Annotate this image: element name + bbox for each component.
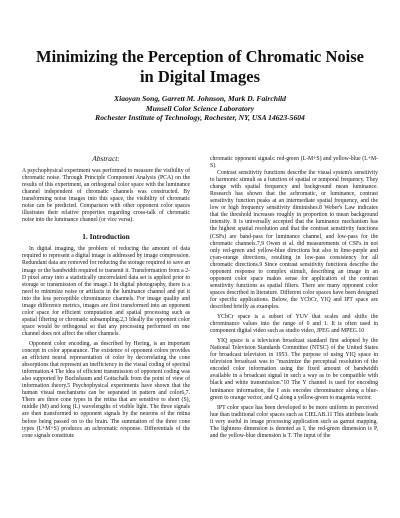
- right-paragraph-4: IPT color space has been developed to be more uniform in perceived hue than traditional color spaces such as CIELAB.11 This attribute leads it very useful in image processing application such as gamut mapping. The lightness dimension is denoted as I, the red-green dimension is P, and the yellow-blue dimension is T. The input of the: [210, 404, 378, 439]
- abstract-text: A psychophysical experiment was performed to measure the visibility of chromatic noise. Through Principle Component Analysis (PCA) on the results of this experiment, an orthogonal color space with the luminance channel independent of chromatic channels was constructed. By transforming noise images into this space, the visibility of chromatic noise can be predicted. Comparison with other opponent color spaces illustrates their relative properties regarding cross-talk of chromatic noise into the luminance channel (or vice versa).: [22, 168, 190, 224]
- intro-paragraph-2: Opponent color encoding, as described by Hering, is an important concept in color appearance. The existence of opponent colors provides an efficient neural representation of color by decorrelating the cone absorptions that represent an inefficiency in the visual coding of spectral information.4 The idea of efficient transmission of opponent coding was also supported by Buchsbaum and Gottschalk from the point of view of information theory.5 Psychophysical experiments have shown that the human visual mechanisms can be separated in pattern and color6,7. There are three cone types in the retina that are sensitive to short (S), middle (M) and long (L) wavelengths of visible light. The three signals are then transformed to opponent signals by the neurons of the retina before being passed on to the brain. The summation of the three cone types (L+M+S) produces an achromatic response. Differentials of the cone signals constitute: [22, 340, 190, 439]
- lab-name: Munsell Color Science Laboratory: [145, 103, 255, 113]
- intro-paragraph-1: In digital imaging, the problem of reducing the amount of data required to represent a digital image is addressed by image compression. Redundant data are removed for reducing the storage required to save an image or the bandwidth required to transmit it. Transformation from a 2-D pixel array into a statistically uncorrelated data set is applied prior to storage or transmission of the image.1 In digital photography, there is a need to minimize noise or artifacts in the luminance channel and put it into the less perceptible chrominance channels. For image quality and image difference metrics, images are first transformed into an opponent color space for efficient computation and spatial processing such as spatial filtering or chromatic subsampling.2,3 Ideally the opponent color space would be orthogonal so that any processing performed on one channel does not affect the other channels.: [22, 246, 190, 337]
- left-column: [22, 154, 190, 440]
- right-paragraph-2: YCbCr space is a subset of YUV that scales and shifts the chrominance values into the range of 0 and 1. It is often used in component digital video such as studio video, JPEG and MPEG.10: [210, 314, 378, 335]
- authors: Xiaoyan Song, Garrett M. Johnson, Mark D. Fairchild: [114, 94, 286, 103]
- right-paragraph-3: YIQ space is a television broadcast standard first adopted by the National Television Standards Committee (NTSC) of the United States for broadcast television in 1953. The purpose of using YIQ space in television broadcast was to "maximize the perceptual resolution of the encoded color information using the fixed amount of bandwidth available in a broadcast signal in such a way as to be compatible with black and white transmission."10 The Y channel is used for encoding luminance information, the I axis encodes chrominance along a blue-green to orange vector, and Q along a yellow-green to magenta vector.: [210, 338, 378, 401]
- right-column: [210, 156, 378, 440]
- institution: Rochester Institute of Technology, Rochester, NY, USA 14623-5604: [95, 113, 305, 123]
- right-paragraph-1: Contrast sensitivity functions describe the visual system's sensitivity to harmonic stimuli as a function of spatial or temporal frequency. They change with spatial frequency and background mean luminance. Research has shown that the achromatic, or luminance, contrast sensitivity function peaks at an intermediate spatial frequency, and the low or high frequency sensitivity diminishes.8 Weber's Law indicates that the threshold increases roughly in proportion to mean background intensity. It is universally accepted that the luminance mechanism has the highest spatial resolution and that the contrast sensitivity functions (CSFs) are band-pass for luminance channel, and low-pass for the chromatic channels.7,9 Owen et al. did measurements of CSFs in not only red-green and yellow-blue directions but also in lime-purple and cyan-orange directions, resulting in low-pass consistency for all chromatic directions.9 Since contrast sensitivity functions describe the opponent response to complex stimuli, describing an image in an opponent color space makes sense for application of the contrast sensitivity functions as spatial filters. There are many opponent color spaces described in literature. Different color spaces have been designed for specific applications. Below, the YCbCr, YIQ and IPT space are described briefly as examples.: [210, 170, 378, 310]
- title-line-2: in Digital Images: [139, 67, 261, 86]
- intro-heading: 1. Introduction: [82, 232, 130, 242]
- author-block: [20, 94, 380, 123]
- abstract-heading: Abstract:: [92, 154, 120, 163]
- paper-title: [20, 47, 380, 87]
- title-line-1: Minimizing the Perception of Chromatic Noise: [36, 47, 364, 66]
- right-paragraph-0: chromatic opponent signals: red-green (L-M+S) and yellow-blue (L+M-S).: [210, 156, 378, 170]
